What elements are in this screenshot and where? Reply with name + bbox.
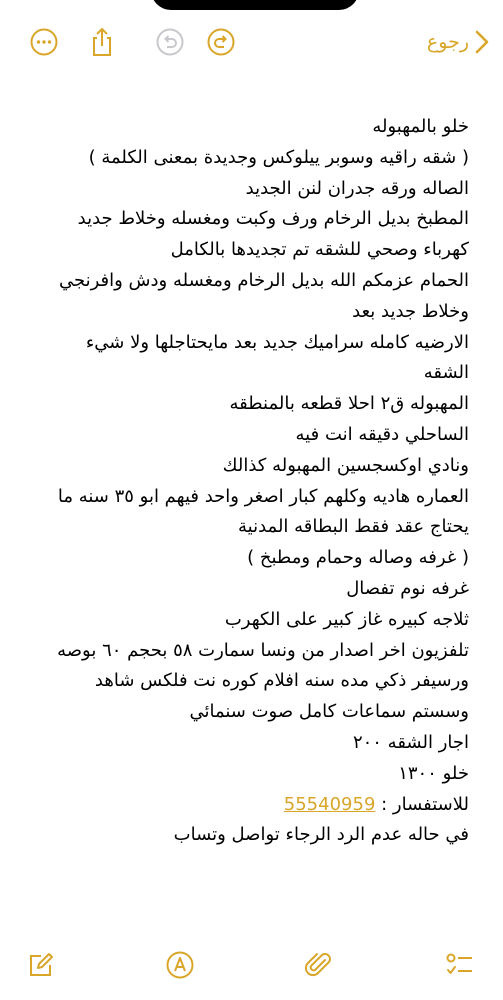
contact-line — [29, 790, 469, 821]
phone-number-link[interactable]: 55540959 — [283, 793, 376, 815]
note-line: الحمام عزمكم الله بديل الرخام ومغسله ودش وافرنجي — [58, 269, 469, 291]
note-line: خلو ١٣٠٠ — [398, 762, 469, 784]
note-line: في حاله عدم الرد الرجاء تواصل وتساب — [173, 824, 469, 846]
note-line: العماره هاديه وكلهم كبار اصغر واحد فيهم ابو ٣٥ سنه ما — [57, 485, 469, 507]
note-line: ورسيفر ذكي مده سنه افلام كوره نت فلكس شاهد — [94, 670, 469, 692]
note-line: تلفزيون اخر اصدار من ونسا سمارت ٥٨ بحجم ٦٠ بوصه — [57, 639, 469, 661]
compose-icon[interactable] — [24, 948, 58, 982]
share-icon[interactable] — [86, 26, 118, 58]
note-line: ( شقه راقيه وسوبر ييلوكس وجديدة بمعنى الكلمة ) — [88, 146, 469, 168]
note-line: الارضيه كامله سراميك جديد بعد مايحتاجلها ولا شيء — [85, 331, 469, 353]
note-line: الشقه — [423, 362, 469, 384]
back-label: رجوع — [426, 31, 469, 53]
note-line: ونادي اوكسجسين المهبوله كذالك — [222, 454, 469, 476]
more-icon[interactable] — [28, 26, 60, 58]
note-line: ( غرفه وصاله وحمام ومطبخ ) — [247, 547, 469, 569]
note-line: الساحلي دقيقه انت فيه — [295, 423, 469, 445]
redo-icon[interactable] — [205, 26, 237, 58]
note-line: اجار الشقه ٢٠٠ — [352, 731, 469, 753]
note-line: يحتاج عقد فقط البطاقه المدنية — [238, 516, 469, 538]
note-body[interactable] — [29, 112, 469, 851]
note-line: وخلاط جديد بعد — [352, 300, 469, 322]
note-line: المطبخ بديل الرخام ورف وكبت ومغسله وخلاط جديد — [77, 208, 469, 230]
note-line: غرفه نوم تفصال — [346, 577, 469, 599]
note-line: المهبوله ق٢ احلا قطعه بالمنطقه — [229, 393, 469, 415]
device-notch — [151, 0, 359, 10]
back-button[interactable] — [427, 30, 489, 54]
contact-label: للاستفسار : — [375, 793, 469, 815]
bottom-toolbar — [0, 940, 503, 1000]
chevron-right-icon — [475, 30, 489, 54]
note-line: ثلاجه كبيره غاز كبير على الكهرب — [224, 608, 469, 630]
note-toolbar — [0, 26, 503, 62]
markup-icon[interactable] — [163, 948, 197, 982]
attachment-icon[interactable] — [302, 948, 336, 982]
checklist-icon[interactable] — [443, 948, 477, 982]
note-line: كهرباء وصحي للشقه تم تجديدها بالكامل — [170, 239, 469, 261]
undo-icon[interactable] — [154, 26, 186, 58]
note-line: خلو بالمهبوله — [372, 116, 469, 137]
note-line: الصاله ورقه جدران لنن الجديد — [245, 177, 469, 199]
note-line: وسستم سماعات كامل صوت سنمائي — [189, 701, 469, 723]
